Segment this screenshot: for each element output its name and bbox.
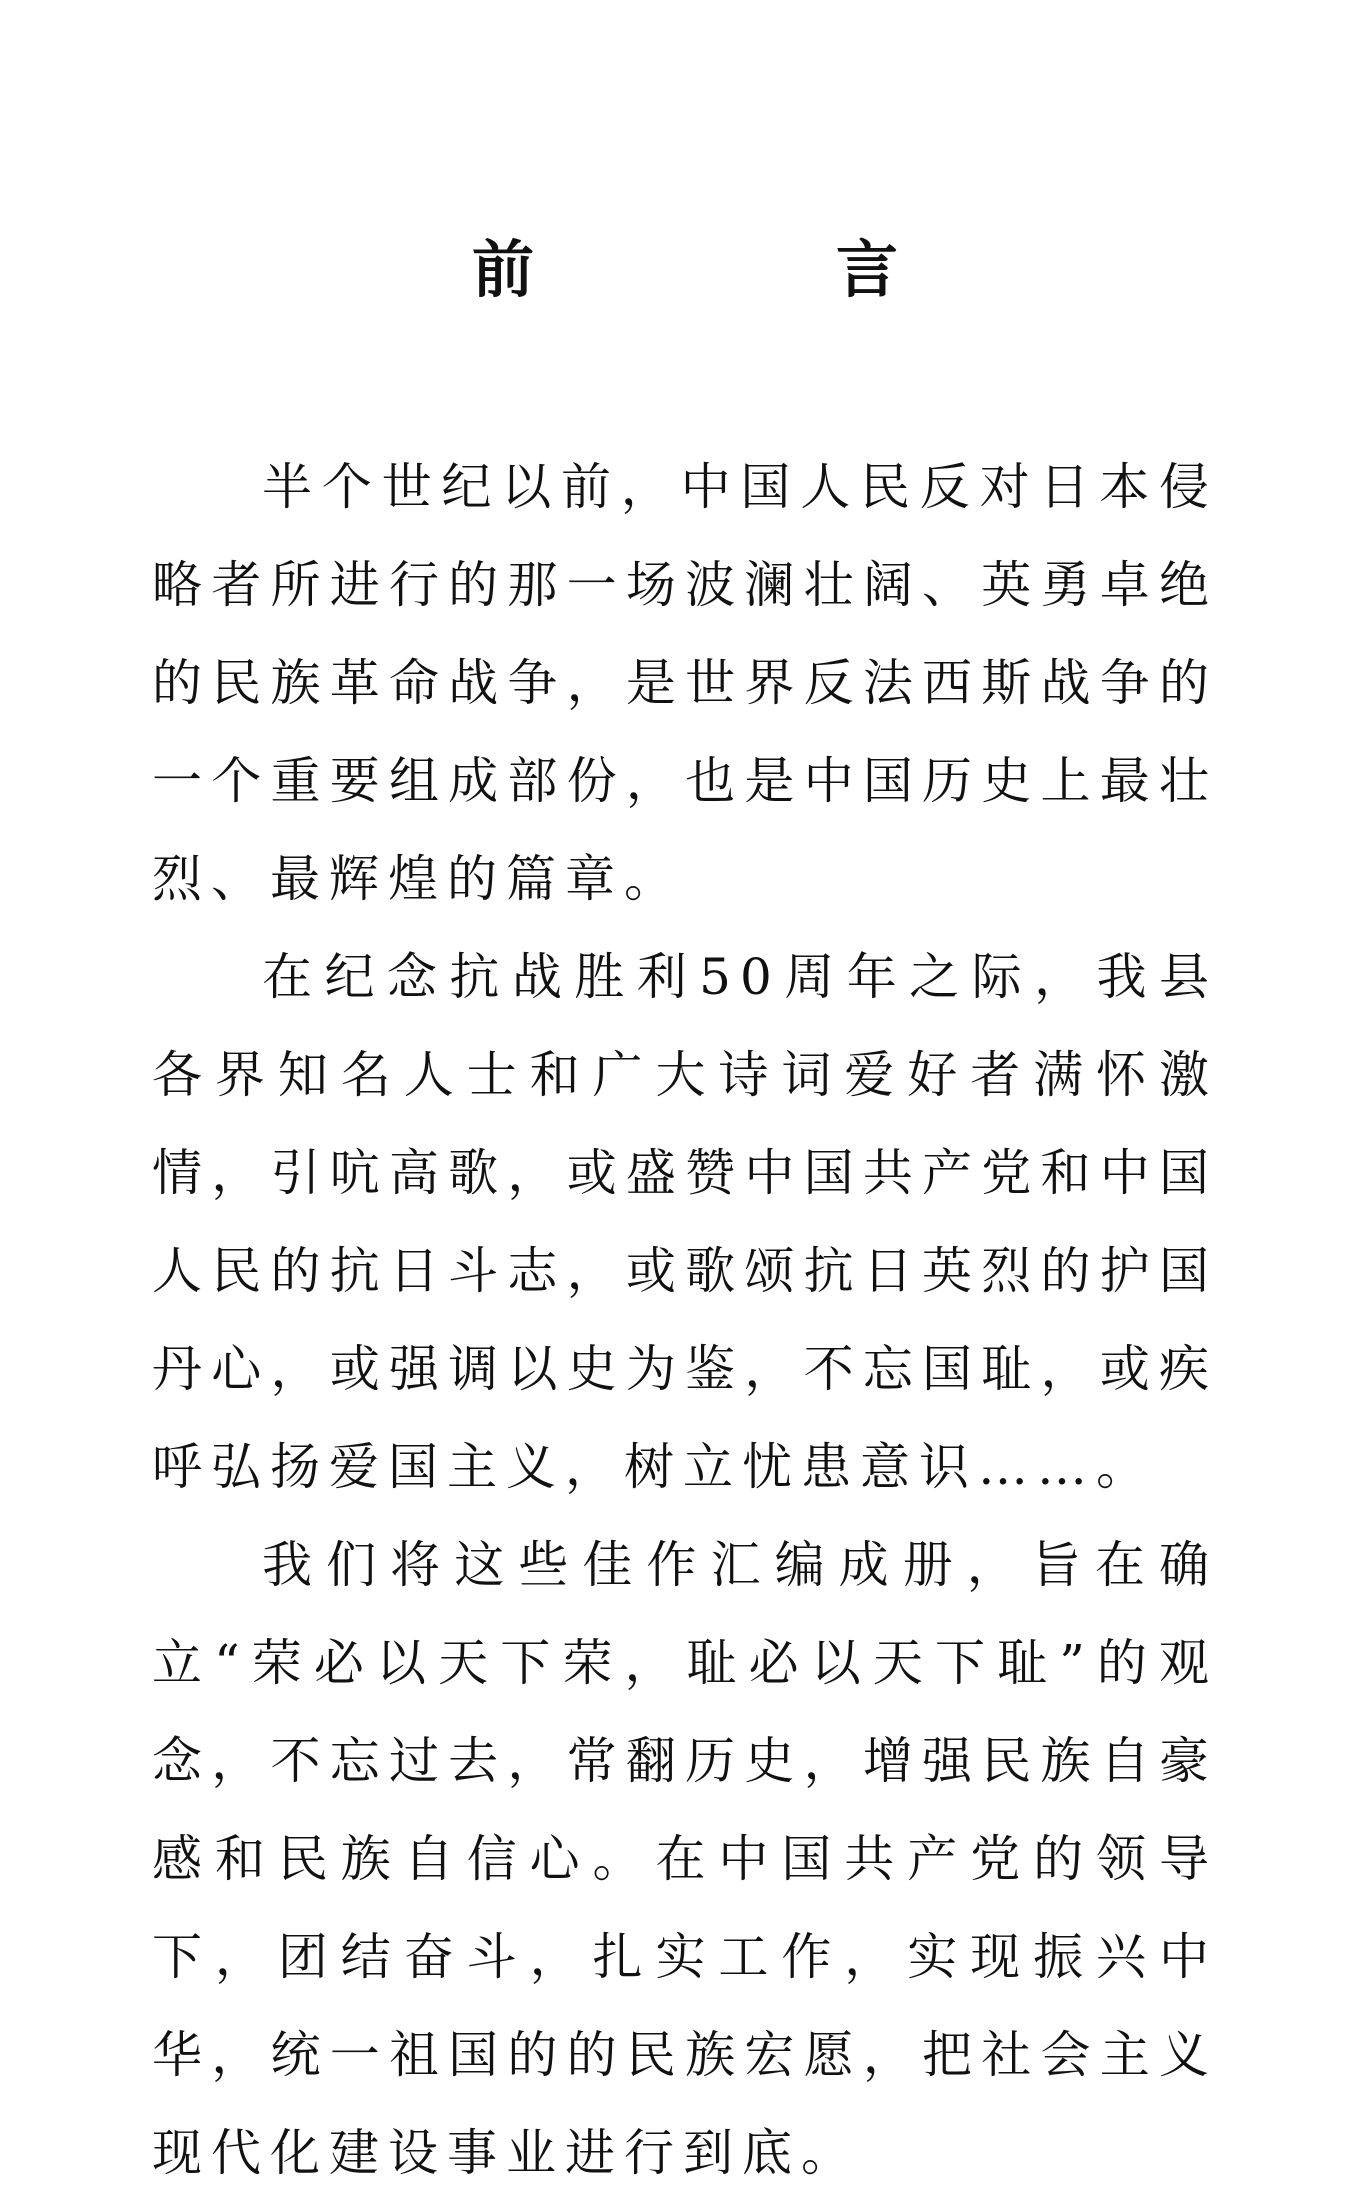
body-text xyxy=(152,438,1218,2202)
paragraph-3: 我们将这些佳作汇编成册，旨在确立“荣必以天下荣，耻必以天下耻”的观念，不忘过去，常翻历史，增强民族自豪感和民族自信心。在中国共产党的领导下，团结奋斗，扎实工作，实现振兴中华，统一祖国的的民族宏愿，把社会主义现代化建设事业进行到底。 xyxy=(152,1536,1218,2182)
page-title: 前 言 xyxy=(471,233,1018,306)
paragraph-1: 半个世纪以前，中国人民反对日本侵略者所进行的那一场波澜壮阔、英勇卓绝的民族革命战争，是世界反法西斯战争的一个重要组成部份，也是中国历史上最壮烈、最辉煌的篇章。 xyxy=(152,458,1218,908)
paragraph-2: 在纪念抗战胜利50周年之际，我县各界知名人士和广大诗词爱好者满怀激情，引吭高歌，或盛赞中国共产党和中国人民的抗日斗志，或歌颂抗日英烈的护国丹心，或强调以史为鉴，不忘国耻，或疾呼弘扬爱国主义，树立忧患意识……。 xyxy=(152,948,1218,1496)
